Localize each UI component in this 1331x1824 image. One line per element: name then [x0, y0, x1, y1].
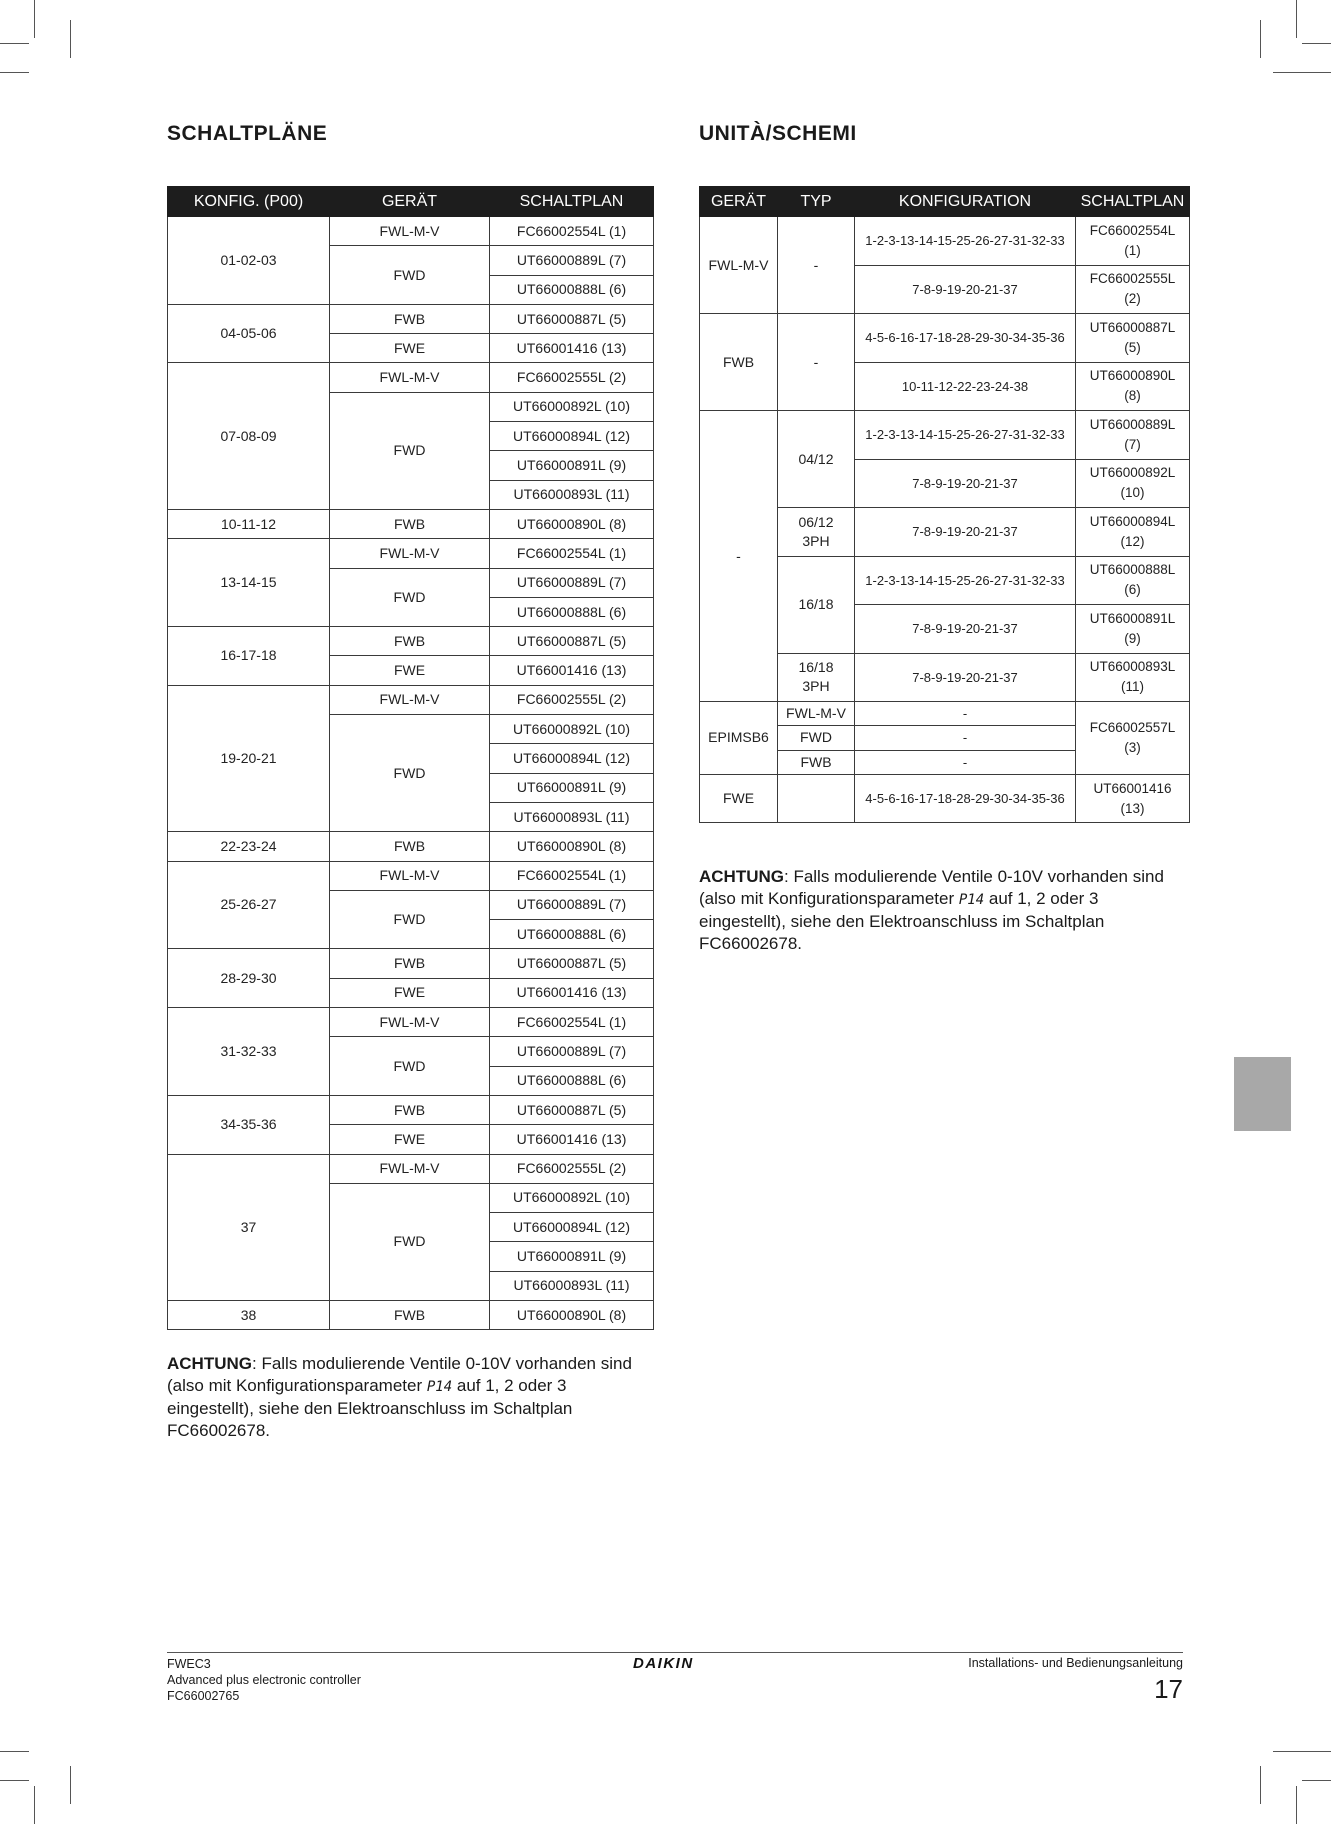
schaltplan-cell: FC66002554L (1) [490, 1008, 654, 1037]
cell-line: UT66001416 [1093, 780, 1172, 796]
schaltplan-cell: UT66000887L (5) [490, 627, 654, 656]
konfig-cell: 01-02-03 [168, 217, 330, 305]
konfiguration-cell: 1-2-3-13-14-15-25-26-27-31-32-33 [855, 411, 1076, 460]
geraet-cell: FWB [330, 832, 490, 861]
cell-line: 16/18 [798, 659, 834, 676]
crop-mark [0, 43, 29, 44]
table-row [168, 1300, 654, 1329]
schaltplan-cell: UT66000892L (10) [490, 1183, 654, 1212]
table-row [168, 861, 654, 890]
typ-cell: 16/18 [778, 556, 855, 653]
note-text: auf 1, 2 oder 3 eingestellt), siehe den Elektroanschluss im Schaltplan FC66002678. [167, 1376, 573, 1440]
konfiguration-cell: 7-8-9-19-20-21-37 [855, 653, 1076, 702]
note-label: ACHTUNG [699, 867, 784, 886]
crop-mark [1260, 1766, 1261, 1804]
konfig-cell: 19-20-21 [168, 685, 330, 831]
schaltplan-cell: UT66000891L (9) [490, 773, 654, 802]
konfiguration-cell: 1-2-3-13-14-15-25-26-27-31-32-33 [855, 556, 1076, 605]
konfig-cell: 25-26-27 [168, 861, 330, 949]
crop-mark [1273, 72, 1331, 73]
cell-line: (7) [1124, 436, 1141, 452]
footer-doc-code: FC66002765 [167, 1689, 240, 1703]
note-param: P14 [958, 892, 985, 908]
konfig-cell: 16-17-18 [168, 627, 330, 686]
schaltplan-cell [1076, 702, 1190, 775]
footer-product: Advanced plus electronic controller [167, 1673, 361, 1687]
konfiguration-cell: 4-5-6-16-17-18-28-29-30-34-35-36 [855, 774, 1076, 823]
table-row [168, 509, 654, 538]
geraet-cell: FWD [330, 890, 490, 949]
column-header: KONFIG. (P00) [168, 187, 330, 217]
schaltplan-cell [1076, 508, 1190, 557]
schaltplan-cell: UT66000888L (6) [490, 920, 654, 949]
konfig-cell: 22-23-24 [168, 832, 330, 861]
cell-line: FC66002555L [1089, 271, 1176, 287]
schaltplan-cell: UT66000888L (6) [490, 1066, 654, 1095]
crop-mark [1302, 1780, 1331, 1781]
achtung-note [699, 866, 1189, 955]
section-title-schaltplaene: SCHALTPLÄNE [167, 122, 328, 145]
geraet-cell: FWD [330, 392, 490, 509]
table-header-row [700, 187, 1190, 217]
schaltplan-cell: UT66000890L (8) [490, 509, 654, 538]
geraet-cell: FWB [330, 304, 490, 333]
schaltplan-cell: UT66000887L (5) [490, 949, 654, 978]
konfiguration-cell: 7-8-9-19-20-21-37 [855, 459, 1076, 508]
cell-line: (5) [1124, 339, 1141, 355]
crop-mark [1260, 20, 1261, 58]
geraet-cell: FWB [330, 509, 490, 538]
table-row [700, 314, 1190, 363]
schaltplan-cell: UT66000888L (6) [490, 275, 654, 304]
konfig-cell: 31-32-33 [168, 1008, 330, 1096]
footer-document-info [167, 1656, 361, 1704]
schaltplan-cell [1076, 217, 1190, 266]
schaltplan-cell: UT66000893L (11) [490, 802, 654, 831]
footer-divider [167, 1652, 1183, 1653]
geraet-cell: FWL-M-V [330, 217, 490, 246]
cell-line: UT66000889L [1089, 416, 1176, 432]
cell-line: 3PH [802, 678, 830, 695]
daikin-logo: DAIKIN [633, 1655, 694, 1672]
table-header-row [168, 187, 654, 217]
crop-mark [0, 1751, 29, 1752]
geraet-cell: FWE [330, 334, 490, 363]
geraet-cell: FWB [700, 314, 778, 411]
cell-line: UT66000894L [1089, 513, 1176, 529]
column-header: TYP [778, 187, 855, 217]
cell-line: (13) [1120, 800, 1145, 816]
cell-line: UT66000892L [1089, 465, 1176, 481]
geraet-cell: FWB [330, 949, 490, 978]
typ-cell: FWB [778, 750, 855, 774]
geraet-cell: FWE [330, 1125, 490, 1154]
geraet-cell: FWL-M-V [330, 539, 490, 568]
konfiguration-cell: - [855, 702, 1076, 726]
table-row [700, 217, 1190, 266]
schaltplan-cell: FC66002554L (1) [490, 217, 654, 246]
crop-mark [34, 0, 35, 38]
note-param: P14 [426, 1379, 453, 1395]
table-row [168, 539, 654, 568]
geraet-cell: - [700, 411, 778, 702]
schaltplan-cell: UT66000891L (9) [490, 1242, 654, 1271]
schaltplan-cell [1076, 556, 1190, 605]
cell-line: UT66000888L [1089, 562, 1176, 578]
konfig-cell: 37 [168, 1154, 330, 1300]
table-row [700, 774, 1190, 823]
column-header: SCHALTPLAN [1076, 187, 1190, 217]
geraet-cell: EPIMSB6 [700, 702, 778, 775]
geraet-cell: FWD [330, 246, 490, 305]
schaltplan-cell: FC66002555L (2) [490, 685, 654, 714]
typ-cell: - [778, 217, 855, 314]
geraet-cell: FWL-M-V [330, 861, 490, 890]
cell-line: FC66002554L [1089, 222, 1176, 238]
table-row [168, 304, 654, 333]
cell-line: (12) [1120, 533, 1145, 549]
cell-line: (11) [1120, 679, 1144, 695]
schaltplan-cell: UT66001416 (13) [490, 978, 654, 1007]
schaltplan-cell: UT66000892L (10) [490, 715, 654, 744]
column-header: GERÄT [700, 187, 778, 217]
crop-mark [0, 1780, 29, 1781]
geraet-cell: FWE [330, 978, 490, 1007]
cell-line: UT66000887L [1089, 319, 1176, 335]
crop-mark [70, 20, 71, 58]
schaltplan-cell: UT66000887L (5) [490, 1095, 654, 1124]
schaltplan-cell: UT66000891L (9) [490, 451, 654, 480]
schaltplan-cell: UT66000893L (11) [490, 1271, 654, 1300]
geraet-cell: FWE [330, 656, 490, 685]
crop-mark [0, 72, 29, 73]
schaltplan-cell: UT66000889L (7) [490, 246, 654, 275]
schaltplan-cell: UT66000889L (7) [490, 890, 654, 919]
cell-line: 06/12 [798, 513, 834, 530]
table-row [168, 217, 654, 246]
geraet-cell: FWL-M-V [330, 1154, 490, 1183]
column-header: GERÄT [330, 187, 490, 217]
schaltplan-cell [1076, 653, 1190, 702]
table-row [700, 702, 1190, 726]
table-row [168, 832, 654, 861]
geraet-konfiguration-table [699, 186, 1190, 823]
konfig-cell: 07-08-09 [168, 363, 330, 509]
konfiguration-cell: 4-5-6-16-17-18-28-29-30-34-35-36 [855, 314, 1076, 363]
note-text: auf 1, 2 oder 3 eingestellt), siehe den Elektroanschluss im Schaltplan FC66002678. [699, 889, 1105, 953]
table-row [168, 1008, 654, 1037]
schaltplan-cell [1076, 265, 1190, 314]
konfiguration-cell: 7-8-9-19-20-21-37 [855, 265, 1076, 314]
schaltplan-cell: UT66000889L (7) [490, 568, 654, 597]
table-row [168, 1154, 654, 1183]
geraet-cell: FWL-M-V [330, 1008, 490, 1037]
cell-line: 3PH [802, 532, 830, 549]
schaltplan-cell: UT66000890L (8) [490, 832, 654, 861]
schaltplan-cell [1076, 605, 1190, 654]
konfig-cell: 28-29-30 [168, 949, 330, 1008]
schaltplan-cell: UT66000887L (5) [490, 304, 654, 333]
schaltplan-cell: UT66000890L (8) [490, 1300, 654, 1329]
konfig-cell: 04-05-06 [168, 304, 330, 363]
konfiguration-cell: 7-8-9-19-20-21-37 [855, 508, 1076, 557]
note-text: : Falls modulierende Ventile 0-10V vorhanden sind (also mit Konfigurationsparameter [699, 867, 1164, 908]
schaltplan-cell: UT66000894L (12) [490, 1213, 654, 1242]
typ-cell: FWD [778, 726, 855, 750]
crop-mark [1296, 0, 1297, 38]
geraet-cell: FWB [330, 1300, 490, 1329]
geraet-cell: FWD [330, 1183, 490, 1300]
geraet-cell: FWL-M-V [330, 363, 490, 392]
schaltplan-cell: UT66000888L (6) [490, 597, 654, 626]
column-header: KONFIGURATION [855, 187, 1076, 217]
schaltplan-cell: FC66002555L (2) [490, 363, 654, 392]
table-row [168, 685, 654, 714]
schaltplan-cell: UT66001416 (13) [490, 656, 654, 685]
column-header: SCHALTPLAN [490, 187, 654, 217]
cell-line: (3) [1124, 739, 1141, 755]
cell-line: UT66000891L [1089, 610, 1176, 626]
geraet-cell: FWB [330, 1095, 490, 1124]
cell-line: UT66000890L [1089, 368, 1176, 384]
note-text: : Falls modulierende Ventile 0-10V vorhanden sind (also mit Konfigurationsparameter [167, 1354, 632, 1395]
chapter-tab [1234, 1057, 1291, 1131]
geraet-cell: FWD [330, 715, 490, 832]
schaltplan-cell: UT66000889L (7) [490, 1037, 654, 1066]
konfiguration-cell: - [855, 726, 1076, 750]
konfig-cell: 13-14-15 [168, 539, 330, 627]
crop-mark [1296, 1786, 1297, 1824]
schaltplan-cell: FC66002554L (1) [490, 539, 654, 568]
konfig-schaltplan-table [167, 186, 654, 1330]
konfiguration-cell: - [855, 750, 1076, 774]
typ-cell [778, 653, 855, 702]
geraet-cell: FWE [700, 774, 778, 823]
schaltplan-cell [1076, 314, 1190, 363]
schaltplan-cell [1076, 411, 1190, 460]
geraet-cell: FWD [330, 568, 490, 627]
schaltplan-cell [1076, 362, 1190, 411]
section-title-unita-schemi: UNITÀ/SCHEMI [699, 122, 857, 145]
geraet-cell: FWL-M-V [330, 685, 490, 714]
typ-cell: FWL-M-V [778, 702, 855, 726]
typ-cell: 04/12 [778, 411, 855, 508]
schaltplan-cell: FC66002555L (2) [490, 1154, 654, 1183]
table-row [700, 411, 1190, 460]
geraet-cell: FWB [330, 627, 490, 656]
konfiguration-cell: 10-11-12-22-23-24-38 [855, 362, 1076, 411]
footer-manual-title: Installations- und Bedienungsanleitung [968, 1656, 1183, 1670]
crop-mark [1302, 43, 1331, 44]
schaltplan-cell: UT66000893L (11) [490, 480, 654, 509]
schaltplan-cell: UT66000892L (10) [490, 392, 654, 421]
schaltplan-cell: FC66002554L (1) [490, 861, 654, 890]
typ-cell: - [778, 314, 855, 411]
geraet-cell: FWD [330, 1037, 490, 1096]
note-label: ACHTUNG [167, 1354, 252, 1373]
konfig-cell: 34-35-36 [168, 1095, 330, 1154]
konfig-cell: 10-11-12 [168, 509, 330, 538]
cell-line: (9) [1124, 630, 1141, 646]
cell-line: (2) [1124, 291, 1141, 307]
cell-line: (8) [1124, 388, 1141, 404]
table-row [168, 363, 654, 392]
typ-cell [778, 508, 855, 557]
schaltplan-cell: UT66000894L (12) [490, 744, 654, 773]
schaltplan-cell: UT66001416 (13) [490, 1125, 654, 1154]
schaltplan-cell [1076, 774, 1190, 823]
page-number: 17 [1154, 1674, 1183, 1704]
table-row [168, 1095, 654, 1124]
schaltplan-cell [1076, 459, 1190, 508]
schaltplan-cell: UT66001416 (13) [490, 334, 654, 363]
cell-line: (1) [1124, 242, 1141, 258]
crop-mark [34, 1786, 35, 1824]
cell-line: (10) [1120, 485, 1145, 501]
cell-line: (6) [1124, 582, 1141, 598]
cell-line: FC66002557L [1089, 719, 1176, 735]
geraet-cell: FWL-M-V [700, 217, 778, 314]
typ-cell [778, 774, 855, 823]
crop-mark [1273, 1751, 1331, 1752]
konfiguration-cell: 1-2-3-13-14-15-25-26-27-31-32-33 [855, 217, 1076, 266]
konfig-cell: 38 [168, 1300, 330, 1329]
cell-line: UT66000893L [1089, 659, 1176, 675]
footer-model: FWEC3 [167, 1657, 211, 1671]
konfiguration-cell: 7-8-9-19-20-21-37 [855, 605, 1076, 654]
achtung-note [167, 1353, 657, 1442]
crop-mark [70, 1766, 71, 1804]
schaltplan-cell: UT66000894L (12) [490, 422, 654, 451]
table-row [168, 627, 654, 656]
table-row [168, 949, 654, 978]
